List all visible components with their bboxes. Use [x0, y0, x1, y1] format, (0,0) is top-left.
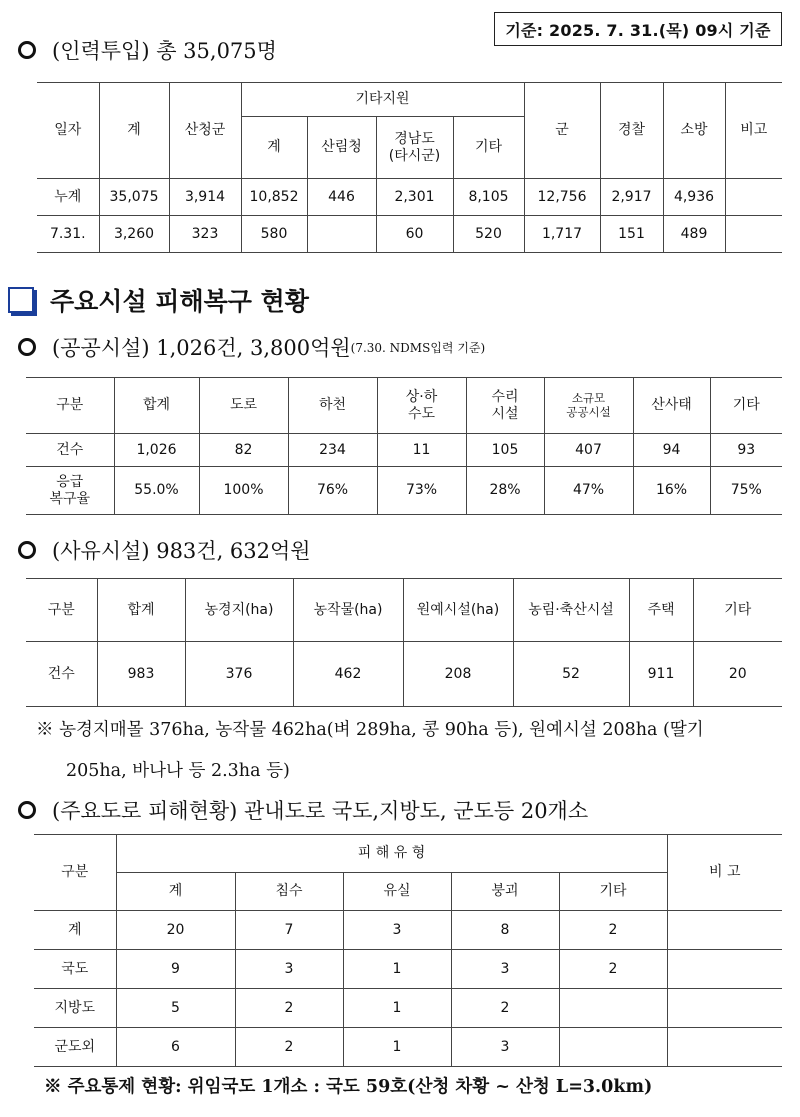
cell: 3 [235, 950, 343, 989]
table-row [34, 1028, 782, 1067]
header-etc: 기타 [710, 378, 782, 434]
cell: 16% [633, 467, 710, 515]
cell: 60 [376, 216, 453, 253]
private-heading-text: (사유시설) 983건, 632억원 [52, 539, 311, 563]
cell: 건수 [26, 434, 114, 467]
cell: 446 [307, 179, 376, 216]
cell: 6 [116, 1028, 235, 1067]
cell: 376 [185, 642, 293, 707]
header-sum: 합계 [114, 378, 199, 434]
cell: 2,301 [376, 179, 453, 216]
section-title [8, 282, 309, 318]
cell: 462 [293, 642, 403, 707]
header-water-sewer: 상·하 수도 [377, 378, 466, 434]
cell: 94 [633, 434, 710, 467]
header-landslide: 산사태 [633, 378, 710, 434]
cell: 2 [559, 911, 667, 950]
cell: 983 [97, 642, 185, 707]
header-damage-type: 피 해 유 형 [116, 835, 667, 873]
roads-heading [18, 795, 588, 825]
cell: 7 [235, 911, 343, 950]
header-road: 도로 [199, 378, 288, 434]
header-total: 계 [99, 83, 169, 179]
header-category: 구분 [26, 579, 97, 642]
cell: 12,756 [524, 179, 600, 216]
cell: 55.0% [114, 467, 199, 515]
cell: 3,914 [169, 179, 241, 216]
header-river: 하천 [288, 378, 377, 434]
cell: 20 [693, 642, 782, 707]
header-other-support: 기타지원 [241, 83, 524, 117]
cell: 9 [116, 950, 235, 989]
header-military: 군 [524, 83, 600, 179]
header-type-flood: 침수 [235, 873, 343, 911]
cell: 580 [241, 216, 307, 253]
cell: 208 [403, 642, 513, 707]
header-remarks: 비고 [725, 83, 782, 179]
cell [725, 216, 782, 253]
cell [667, 911, 782, 950]
header-crops: 농작물(ha) [293, 579, 403, 642]
cell: 105 [466, 434, 544, 467]
roads-table [34, 834, 782, 1067]
cell: 234 [288, 434, 377, 467]
cell: 2 [235, 989, 343, 1028]
circle-bullet-icon [18, 338, 36, 356]
cell [667, 950, 782, 989]
square-bullet-icon [8, 287, 34, 313]
table-row [37, 216, 782, 253]
cell: 407 [544, 434, 633, 467]
cell: 520 [453, 216, 524, 253]
table-row [37, 179, 782, 216]
cell: 10,852 [241, 179, 307, 216]
header-irrigation: 수리 시설 [466, 378, 544, 434]
workforce-heading [18, 35, 277, 65]
circle-bullet-icon [18, 41, 36, 59]
private-note-line1: ※ 농경지매몰 376ha, 농작물 462ha(벼 289ha, 콩 90ha 등), 원예시설 208ha (딸기 [36, 720, 704, 740]
cell: 3 [343, 911, 451, 950]
cell [667, 989, 782, 1028]
cell: 47% [544, 467, 633, 515]
table-row [26, 642, 782, 707]
cell: 8 [451, 911, 559, 950]
cell: 20 [116, 911, 235, 950]
header-gyeongnam: 경남도 (타시군) [376, 117, 453, 179]
cell [725, 179, 782, 216]
cell: 3 [451, 950, 559, 989]
cell: 28% [466, 467, 544, 515]
cell [559, 1028, 667, 1067]
table-row [26, 434, 782, 467]
cell: 2 [559, 950, 667, 989]
section-title-text: 주요시설 피해복구 현황 [50, 287, 309, 316]
cell: 2 [451, 989, 559, 1028]
cell: 11 [377, 434, 466, 467]
cell [667, 1028, 782, 1067]
basis-date: 기준: 2025. 7. 31.(목) 09시 기준 [505, 20, 771, 40]
cell: 건수 [26, 642, 97, 707]
cell [307, 216, 376, 253]
cell: 3 [451, 1028, 559, 1067]
public-heading [18, 332, 485, 362]
cell: 1 [343, 989, 451, 1028]
cell: 52 [513, 642, 629, 707]
header-sancheong: 산청군 [169, 83, 241, 179]
header-police: 경찰 [600, 83, 663, 179]
circle-bullet-icon [18, 541, 36, 559]
cell: 계 [34, 911, 116, 950]
cell: 100% [199, 467, 288, 515]
cell: 82 [199, 434, 288, 467]
roads-heading-text: (주요도로 피해현황) 관내도로 국도,지방도, 군도등 20개소 [52, 799, 589, 823]
cell: 응급 복구율 [26, 467, 114, 515]
header-sub-total: 계 [241, 117, 307, 179]
cell: 1,717 [524, 216, 600, 253]
cell: 8,105 [453, 179, 524, 216]
header-livestock: 농림·축산시설 [513, 579, 629, 642]
cell: 35,075 [99, 179, 169, 216]
cell: 323 [169, 216, 241, 253]
cell: 911 [629, 642, 693, 707]
public-heading-note: (7.30. NDMS입력 기준) [350, 340, 486, 355]
cell: 73% [377, 467, 466, 515]
header-sum: 합계 [97, 579, 185, 642]
control-note: ※ 주요통제 현황: 위임국도 1개소 : 국도 59호(산청 차황 ~ 산청 L=3.0km) [44, 1077, 653, 1097]
header-small-public [544, 378, 633, 434]
header-remarks: 비 고 [667, 835, 782, 911]
header-greenhouse: 원예시설(ha) [403, 579, 513, 642]
header-type-etc: 기타 [559, 873, 667, 911]
header-etc: 기타 [453, 117, 524, 179]
cell: 3,260 [99, 216, 169, 253]
circle-bullet-icon [18, 801, 36, 819]
basis-date-box [494, 12, 782, 46]
cell: 군도외 [34, 1028, 116, 1067]
header-small-public-line2: 공공시설 [566, 404, 611, 419]
public-table [26, 377, 782, 515]
cell: 5 [116, 989, 235, 1028]
header-category: 구분 [34, 835, 116, 911]
cell: 76% [288, 467, 377, 515]
public-heading-text: (공공시설) 1,026건, 3,800억원 [52, 336, 351, 360]
table-row [34, 989, 782, 1028]
cell: 누계 [37, 179, 99, 216]
header-small-public-line1: 소규모 [571, 391, 606, 406]
cell: 1,026 [114, 434, 199, 467]
cell: 2 [235, 1028, 343, 1067]
header-type-washout: 유실 [343, 873, 451, 911]
cell: 1 [343, 1028, 451, 1067]
header-type-collapse: 붕괴 [451, 873, 559, 911]
header-forest: 산림청 [307, 117, 376, 179]
private-heading [18, 535, 311, 565]
cell: 151 [600, 216, 663, 253]
header-type-total: 계 [116, 873, 235, 911]
workforce-heading-text: (인력투입) 총 35,075명 [52, 39, 277, 63]
cell: 7.31. [37, 216, 99, 253]
cell [559, 989, 667, 1028]
cell: 1 [343, 950, 451, 989]
cell: 75% [710, 467, 782, 515]
private-table [26, 578, 782, 707]
header-farmland: 농경지(ha) [185, 579, 293, 642]
cell: 4,936 [663, 179, 725, 216]
table-row [26, 467, 782, 515]
header-fire: 소방 [663, 83, 725, 179]
header-category: 구분 [26, 378, 114, 434]
table-row [34, 950, 782, 989]
cell: 국도 [34, 950, 116, 989]
cell: 2,917 [600, 179, 663, 216]
table-row [34, 911, 782, 950]
private-note-line2: 205ha, 바나나 등 2.3ha 등) [66, 761, 290, 781]
cell: 93 [710, 434, 782, 467]
header-housing: 주택 [629, 579, 693, 642]
header-etc: 기타 [693, 579, 782, 642]
cell: 489 [663, 216, 725, 253]
cell: 지방도 [34, 989, 116, 1028]
workforce-table [37, 82, 782, 253]
header-date: 일자 [37, 83, 99, 179]
